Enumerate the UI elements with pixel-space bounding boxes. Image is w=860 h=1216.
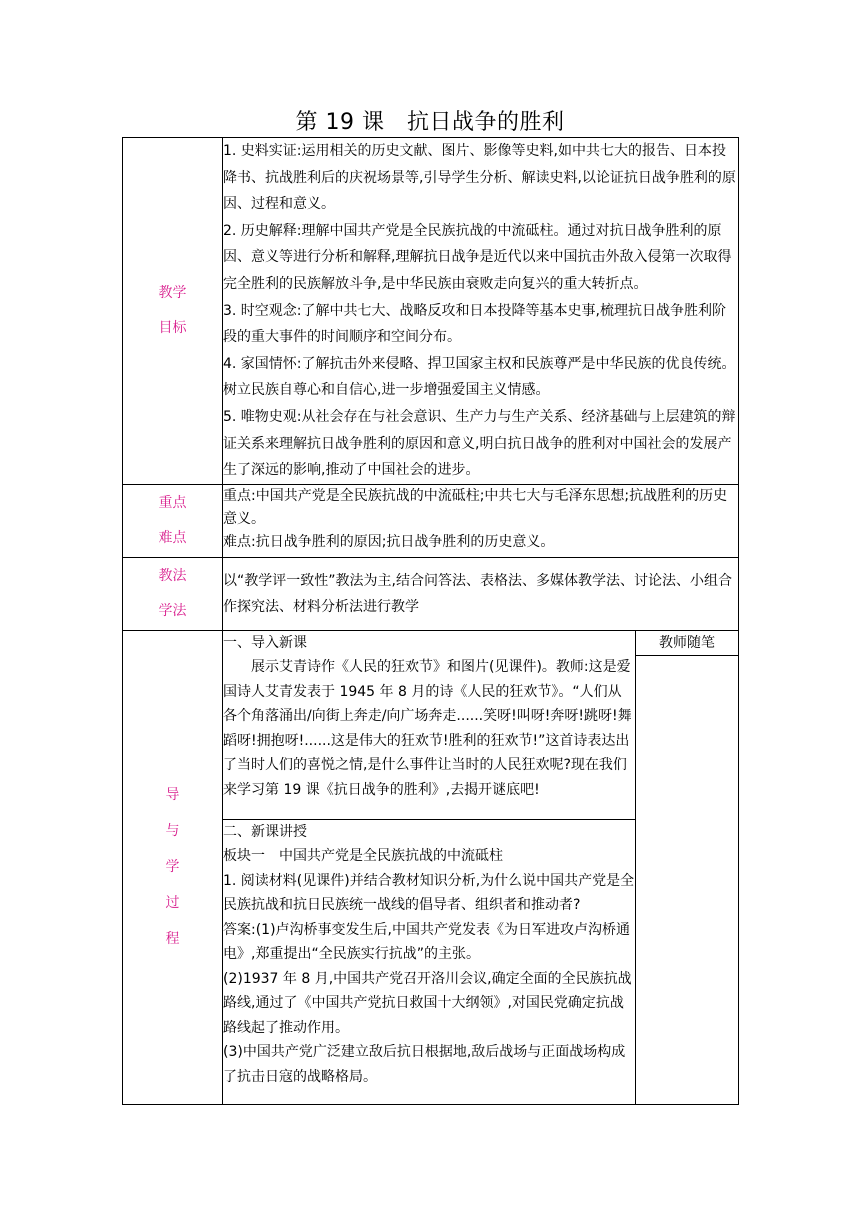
new-lesson-content: [223, 819, 636, 1104]
process-label-char: 程: [165, 931, 180, 948]
objectives-label-cell: [123, 138, 223, 485]
teacher-notes-cell: [636, 630, 739, 1104]
intro-heading: 一、导入新课: [223, 634, 307, 651]
objectives-row: [123, 138, 739, 485]
process-label-char: 过: [165, 895, 180, 912]
key-points-label-cell: [123, 484, 223, 557]
objectives-label-2: 目标: [158, 319, 187, 336]
objective-item: 1. 史料实证:运用相关的历史文献、图片、影像等史料,如中共七大的报告、日本投降书、抗战胜利后的庆祝场景等,引导学生分析、解读史料,以论证抗日战争胜利的原因、过程和意义。: [223, 143, 736, 213]
question-text: 1. 阅读材料(见课件)并结合教材知识分析,为什么说中国共产党是全民族抗战和抗日民族统一战线的倡导者、组织者和推动者?: [223, 872, 635, 914]
objective-item: 5. 唯物史观:从社会存在与社会意识、生产力与生产关系、经济基础与上层建筑的辩证关系来理解抗日战争胜利的原因和意义,明白抗日战争的胜利对中国社会的发展产生了深远的影响,推动了中国社会的进步。: [223, 408, 736, 479]
process-label-char: 与: [165, 823, 180, 840]
teacher-notes-header: 教师随笔: [636, 631, 738, 656]
key-points-label-2: 难点: [158, 529, 187, 546]
important-points: 重点:中国共产党是全民族抗战的中流砥柱;中共七大与毛泽东思想;抗战胜利的历史意义。: [223, 487, 728, 527]
difficult-points: 难点:抗日战争胜利的原因;抗日战争胜利的历史意义。: [223, 533, 555, 550]
key-points-label-1: 重点: [158, 494, 187, 511]
intro-text: 展示艾青诗作《人民的狂欢节》和图片(见课件)。教师:这是爱国诗人艾青发表于 1945 年 8 月的诗《人民的狂欢节》。“人们从各个角落涌出/向街上奔走/向广场奔走......笑呀!叫呀!奔呀!跳呀!舞蹈呀!拥抱呀!......这是伟大的狂欢节!胜利的狂欢节!”这首诗表达出了当时人们的喜悦之情,是什么事件让当时的人民狂欢呢?现在我们来学习第 19 课《抗日战争的胜利》,去揭开谜底吧!: [223, 659, 632, 798]
process-label-char: 导: [165, 787, 180, 804]
methods-content: [223, 557, 739, 630]
intro-content: [223, 630, 636, 819]
answer-text: (2)1937 年 8 月,中国共产党召开洛川会议,确定全面的全民族抗战路线,通过了《中国共产党抗日救国十大纲领》,对国民党确定抗战路线起了推动作用。: [223, 970, 632, 1036]
objectives-content: [223, 138, 739, 485]
key-points-content: [223, 484, 739, 557]
methods-row: [123, 557, 739, 630]
process-label-char: 学: [165, 859, 180, 876]
methods-label-2: 学法: [158, 602, 187, 619]
process-label-cell: [123, 630, 223, 1104]
methods-text: 以“教学评一致性”教法为主,结合问答法、表格法、多媒体教学法、讨论法、小组合作探究法、材料分析法进行教学: [223, 572, 732, 615]
section-title: 板块一 中国共产党是全民族抗战的中流砥柱: [223, 848, 503, 865]
objective-item: 4. 家国情怀:了解抗击外来侵略、捍卫国家主权和民族尊严是中华民族的优良传统。树立民族自尊心和自信心,进一步增强爱国主义情感。: [223, 355, 736, 399]
lesson-plan-table: [122, 137, 739, 1105]
objective-item: 3. 时空观念:了解中共七大、战略反攻和日本投降等基本史事,梳理抗日战争胜利阶段的重大事件的时间顺序和空间分布。: [223, 302, 726, 346]
objectives-label-1: 教学: [158, 284, 187, 301]
methods-label-1: 教法: [158, 567, 187, 584]
key-points-row: [123, 484, 739, 557]
page-title: 第 19 课 抗日战争的胜利: [295, 110, 565, 135]
methods-label-cell: [123, 557, 223, 630]
objective-item: 2. 历史解释:理解中国共产党是全民族抗战的中流砥柱。通过对抗日战争胜利的原因、意义等进行分析和解释,理解抗日战争是近代以来中国抗击外敌入侵第一次取得完全胜利的民族解放斗争,是中华民族由衰败走向复兴的重大转折点。: [223, 222, 732, 292]
answer-text: (3)中国共产党广泛建立敌后抗日根据地,敌后战场与正面战场构成了抗击日寇的战略格局。: [223, 1044, 626, 1085]
process-row-intro: [123, 630, 739, 819]
answer-text: 答案:(1)卢沟桥事变发生后,中国共产党发表《为日军进攻卢沟桥通电》,郑重提出“全民族实行抗战”的主张。: [223, 921, 630, 963]
new-lesson-heading: 二、新课讲授: [223, 823, 307, 840]
